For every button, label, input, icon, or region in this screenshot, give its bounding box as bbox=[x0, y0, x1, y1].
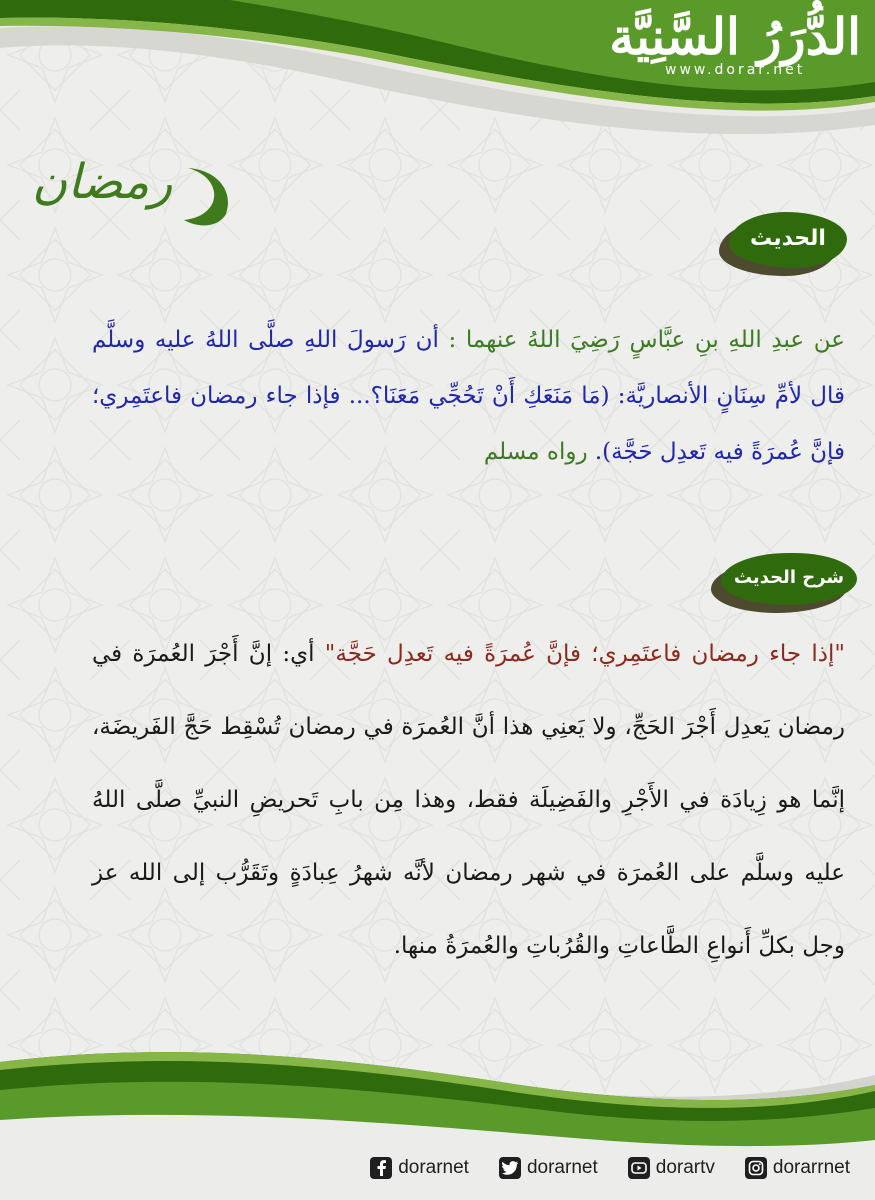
youtube-icon bbox=[628, 1157, 650, 1179]
hadith-badge: الحديث bbox=[729, 212, 847, 268]
social-instagram[interactable] bbox=[745, 1157, 850, 1179]
facebook-label: dorarnet bbox=[398, 1157, 469, 1178]
hadith-body: أن رَسولَ اللهِ صلَّى اللهُ عليه وسلَّم قال لأمِّ سِنَانٍ الأنصاريَّة: (مَا مَنَعَكِ أَنْ تَحُجِّي مَعَنَا؟... فإذا جاء رمضان فاعتَمِري؛ فإنَّ عُمرَةً فيه تَعدِل حَجَّة). bbox=[92, 327, 845, 465]
social-youtube[interactable] bbox=[628, 1157, 715, 1179]
instagram-label: dorarrnet bbox=[772, 1157, 850, 1178]
logo-title: الدُّرَرُ السَّنِيَّة bbox=[609, 7, 861, 66]
instagram-icon bbox=[745, 1157, 767, 1179]
sharh-text bbox=[92, 618, 845, 983]
ramadan-calligraphy bbox=[22, 148, 252, 238]
logo-url: www.dorar.net bbox=[665, 61, 806, 78]
sharh-badge: شرح الحديث bbox=[721, 553, 857, 605]
sharh-quote: "إذا جاء رمضان فاعتَمِري؛ فإنَّ عُمرَةً فيه تَعدِل حَجَّة" bbox=[324, 641, 845, 667]
twitter-icon bbox=[499, 1157, 521, 1179]
ramadan-label: رمضان bbox=[32, 154, 173, 210]
twitter-label: dorarnet bbox=[526, 1157, 598, 1178]
hadith-narrator: عن عبدِ اللهِ بنِ عبَّاسٍ رَضِيَ اللهُ عنهما : bbox=[438, 327, 845, 353]
hadith-source: رواه مسلم bbox=[483, 439, 595, 465]
sharh-body: أي: إنَّ أَجْرَ العُمرَة في رمضان يَعدِل أَجْرَ الحَجِّ، ولا يَعنِي هذا أنَّ العُمرَة في رمضان تُسْقِط حَجَّ الفَريضَة، إنَّما هو زِيادَة في الأَجْرِ والفَضِيلَة فقط، وهذا مِن بابِ تَحريضِ النبيِّ صلَّى اللهُ عليه وسلَّم على العُمرَة في شهر رمضان لأنَّه شهرُ عِبادَةٍ وتَقَرُّب إلى الله عز وجل بكلِّ أَنواعِ الطَّاعاتِ والقُرُباتِ والعُمرَةُ منها. bbox=[92, 641, 845, 959]
social-facebook[interactable] bbox=[370, 1157, 469, 1179]
facebook-icon bbox=[370, 1157, 392, 1179]
dorar-logo bbox=[609, 8, 861, 78]
social-twitter[interactable] bbox=[499, 1157, 598, 1179]
crescent-icon bbox=[174, 162, 244, 228]
hadith-text bbox=[92, 312, 845, 480]
social-links bbox=[370, 1157, 850, 1179]
youtube-label: dorartv bbox=[655, 1157, 715, 1178]
